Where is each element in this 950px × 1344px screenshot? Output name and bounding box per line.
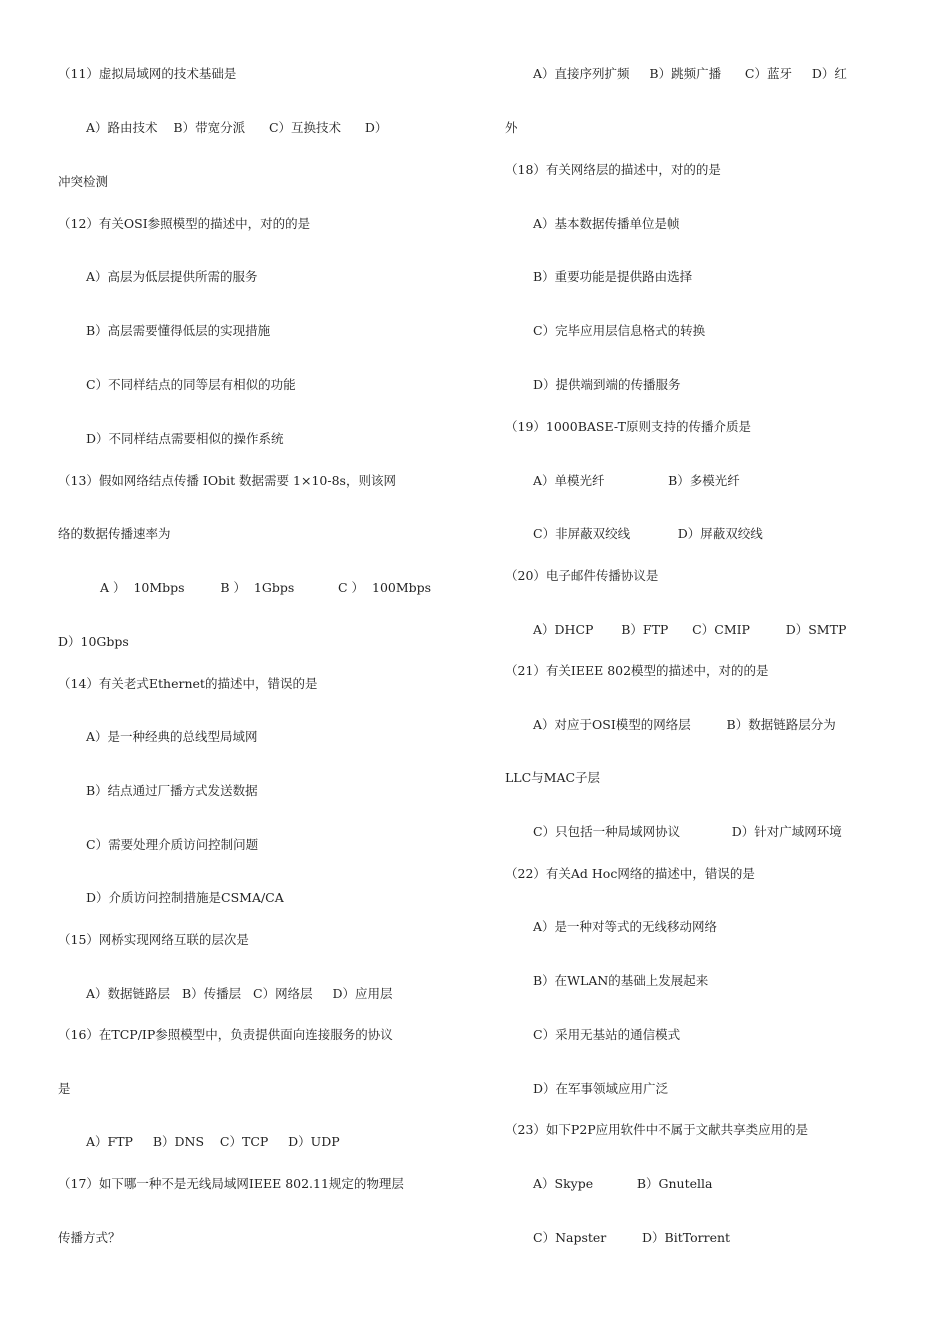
question-11-stem: （11）虚拟局域网的技术基础是 xyxy=(58,66,237,81)
question-16-options: A）FTP B）DNS C）TCP D）UDP xyxy=(86,1134,340,1149)
question-18-option-c: C）完毕应用层信息格式的转换 xyxy=(533,323,706,338)
question-14-option-d: D）介质访问控制措施是CSMA/CA xyxy=(86,890,284,905)
question-21-options-ab-cont: LLC与MAC子层 xyxy=(505,770,601,785)
question-17-options: A）直接序列扩频 B）跳频广播 C）蓝牙 D）红 xyxy=(533,66,847,81)
question-22-option-b: B）在WLAN的基础上发展起来 xyxy=(533,973,709,988)
question-18-option-d: D）提供端到端的传播服务 xyxy=(533,377,681,392)
question-12-option-a: A）高层为低层提供所需的服务 xyxy=(86,269,258,284)
question-22-stem: （22）有关Ad Hoc网络的描述中，错误的是 xyxy=(505,866,755,881)
question-21-options-ab: A）对应于OSI模型的网络层 B）数据链路层分为 xyxy=(533,717,836,732)
question-16-stem-cont: 是 xyxy=(58,1081,71,1096)
question-17-stem: （17）如下哪一种不是无线局域网IEEE 802.11规定的物理层 xyxy=(58,1176,404,1191)
question-14-option-c: C）需要处理介质访问控制问题 xyxy=(86,837,259,852)
question-13-options-cont: D）10Gbps xyxy=(58,634,129,649)
question-22-option-d: D）在军事领域应用广泛 xyxy=(533,1081,669,1096)
question-11-options-cont: 冲突检测 xyxy=(58,174,109,189)
question-12-option-c: C）不同样结点的同等层有相似的功能 xyxy=(86,377,296,392)
question-23-options-cd: C）Napster D）BitTorrent xyxy=(533,1230,731,1245)
question-13-stem: （13）假如网络结点传播 IObit 数据需要 1×10-8s，则该网 xyxy=(58,473,396,488)
question-18-stem: （18）有关网络层的描述中，对的的是 xyxy=(505,162,721,177)
question-15-stem: （15）网桥实现网络互联的层次是 xyxy=(58,932,249,947)
question-14-option-b: B）结点通过厂播方式发送数据 xyxy=(86,783,258,798)
question-18-option-a: A）基本数据传播单位是帧 xyxy=(533,216,680,231)
question-19-options-cd: C）非屏蔽双绞线 D）屏蔽双绞线 xyxy=(533,526,763,541)
question-17-options-cont: 外 xyxy=(505,120,518,135)
question-18-option-b: B）重要功能是提供路由选择 xyxy=(533,269,693,284)
question-15-options: A）数据链路层 B）传播层 C）网络层 D）应用层 xyxy=(86,986,393,1001)
question-13-options: A ） 10Mbps B ） 1Gbps C ） 100Mbps xyxy=(100,580,432,595)
question-13-stem-cont: 络的数据传播速率为 xyxy=(58,526,171,541)
question-22-option-c: C）采用无基站的通信模式 xyxy=(533,1027,681,1042)
question-21-options-cd: C）只包括一种局域网协议 D）针对广域网环境 xyxy=(533,824,842,839)
question-22-option-a: A）是一种对等式的无线移动网络 xyxy=(533,919,718,934)
question-23-options-ab: A）Skype B）Gnutella xyxy=(533,1176,713,1191)
question-23-stem: （23）如下P2P应用软件中不属于文献共享类应用的是 xyxy=(505,1122,809,1137)
question-19-options-ab: A）单模光纤 B）多模光纤 xyxy=(533,473,740,488)
question-19-stem: （19）1000BASE-T原则支持的传播介质是 xyxy=(505,419,751,434)
question-11-options: A）路由技术 B）带宽分派 C）互换技术 D） xyxy=(86,120,388,135)
question-20-stem: （20）电子邮件传播协议是 xyxy=(505,568,659,583)
question-14-option-a: A）是一种经典的总线型局域网 xyxy=(86,729,258,744)
question-16-stem: （16）在TCP/IP参照模型中，负责提供面向连接服务的协议 xyxy=(58,1027,393,1042)
question-14-stem: （14）有关老式Ethernet的描述中，错误的是 xyxy=(58,676,318,691)
question-21-stem: （21）有关IEEE 802模型的描述中，对的的是 xyxy=(505,663,769,678)
question-17-stem-cont: 传播方式？ xyxy=(58,1230,121,1245)
question-20-options: A）DHCP B）FTP C）CMIP D）SMTP xyxy=(533,622,847,637)
question-12-option-b: B）高层需要懂得低层的实现措施 xyxy=(86,323,271,338)
question-12-option-d: D）不同样结点需要相似的操作系统 xyxy=(86,431,284,446)
question-12-stem: （12）有关OSI参照模型的描述中，对的的是 xyxy=(58,216,311,231)
